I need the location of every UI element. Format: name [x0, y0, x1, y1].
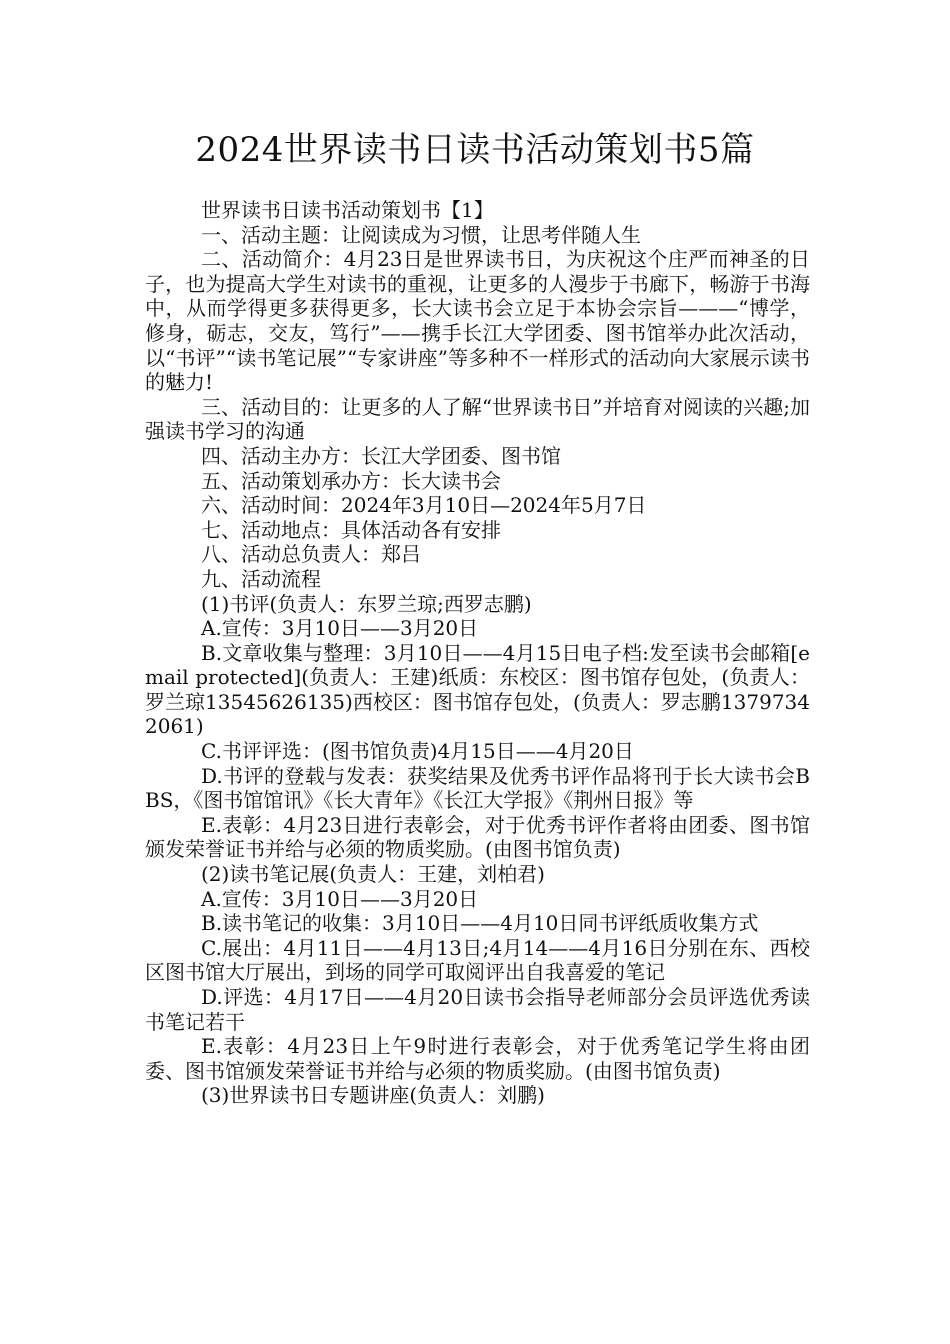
document-title: 2024世界读书日读书活动策划书5篇 — [195, 130, 755, 170]
paragraph-book-review: (1)书评(负责人：东罗兰琼;西罗志鹏) — [201, 591, 532, 616]
paragraph-notes-a: A.宣传：3月10日——3月20日 — [201, 886, 479, 911]
paragraph-organizer: 四、活动主办方：长江大学团委、图书馆 — [201, 443, 561, 468]
paragraph-notes-exhibit: (2)读书笔记展(负责人：王建，刘柏君) — [201, 862, 545, 887]
paragraph-review-c: C.书评评选：(图书馆负责)4月15日——4月20日 — [201, 739, 634, 764]
paragraph-notes-b: B.读书笔记的收集：3月10日——4月10日同书评纸质收集方式 — [201, 911, 759, 936]
paragraph-undertaker: 五、活动策划承办方：长大读书会 — [201, 468, 501, 493]
paragraph-notes-e: E.表彰：4月23日上午9时进行表彰会，对于优秀笔记学生将由团委、图书馆颁发荣誉证书并给与必须的物质奖励。(由图书馆负责) — [145, 1034, 810, 1083]
paragraph-review-e: E.表彰：4月23日进行表彰会，对于优秀书评作者将由团委、图书馆颁发荣誉证书并给与必须的物质奖励。(由图书馆负责) — [145, 812, 810, 862]
section-heading: 世界读书日读书活动策划书【1】 — [201, 198, 494, 222]
paragraph-time: 六、活动时间：2024年3月10日—2024年5月7日 — [201, 493, 647, 518]
paragraph-location: 七、活动地点：具体活动各有安排 — [201, 517, 501, 542]
paragraph-notes-d: D.评选：4月17日——4月20日读书会指导老师部分会员评选优秀读书笔记若干 — [145, 985, 810, 1034]
paragraph-leader: 八、活动总负责人：郑吕 — [201, 542, 421, 567]
paragraph-intro: 二、活动简介：4月23日是世界读书日，为庆祝这个庄严而神圣的日子，也为提高大学生对读书的重视，让更多的人漫步于书廊下，畅游于书海中，从而学得更多获得更多，长大读书会立足于本协会宗旨———“博学，修身，砺志，交友，笃行”——携手长江大学团委、图书馆举办此次活动，以“书评”“读书笔记展”“专家讲座”等多种不一样形式的活动向大家展示读书的魅力! — [145, 247, 810, 395]
paragraph-theme: 一、活动主题：让阅读成为习惯，让思考伴随人生 — [201, 222, 641, 247]
paragraph-review-a: A.宣传：3月10日——3月20日 — [201, 616, 479, 641]
paragraph-purpose: 三、活动目的：让更多的人了解“世界读书日”并培育对阅读的兴趣;加强读书学习的沟通 — [145, 394, 810, 444]
paragraph-process: 九、活动流程 — [201, 566, 321, 591]
paragraph-review-d: D.书评的登载与发表：获奖结果及优秀书评作品将刊于长大读书会BBS，《图书馆馆讯》《长大青年》《长江大学报》《荆州日报》等 — [145, 763, 810, 813]
paragraph-lecture: (3)世界读书日专题讲座(负责人：刘鹏) — [201, 1083, 545, 1108]
paragraph-review-b: B.文章收集与整理：3月10日——4月15日电子档:发至读书会邮箱[email protected](负责人：王建)纸质：东校区：图书馆存包处，(负责人：罗兰琼13545626135)西校区：图书馆存包处，(负责人：罗志鹏13797342061) — [145, 640, 810, 739]
paragraph-notes-c: C.展出：4月11日——4月13日;4月14——4月16日分别在东、西校区图书馆大厅展出，到场的同学可取阅评出自我喜爱的笔记 — [145, 935, 810, 985]
document-body — [145, 198, 810, 1108]
